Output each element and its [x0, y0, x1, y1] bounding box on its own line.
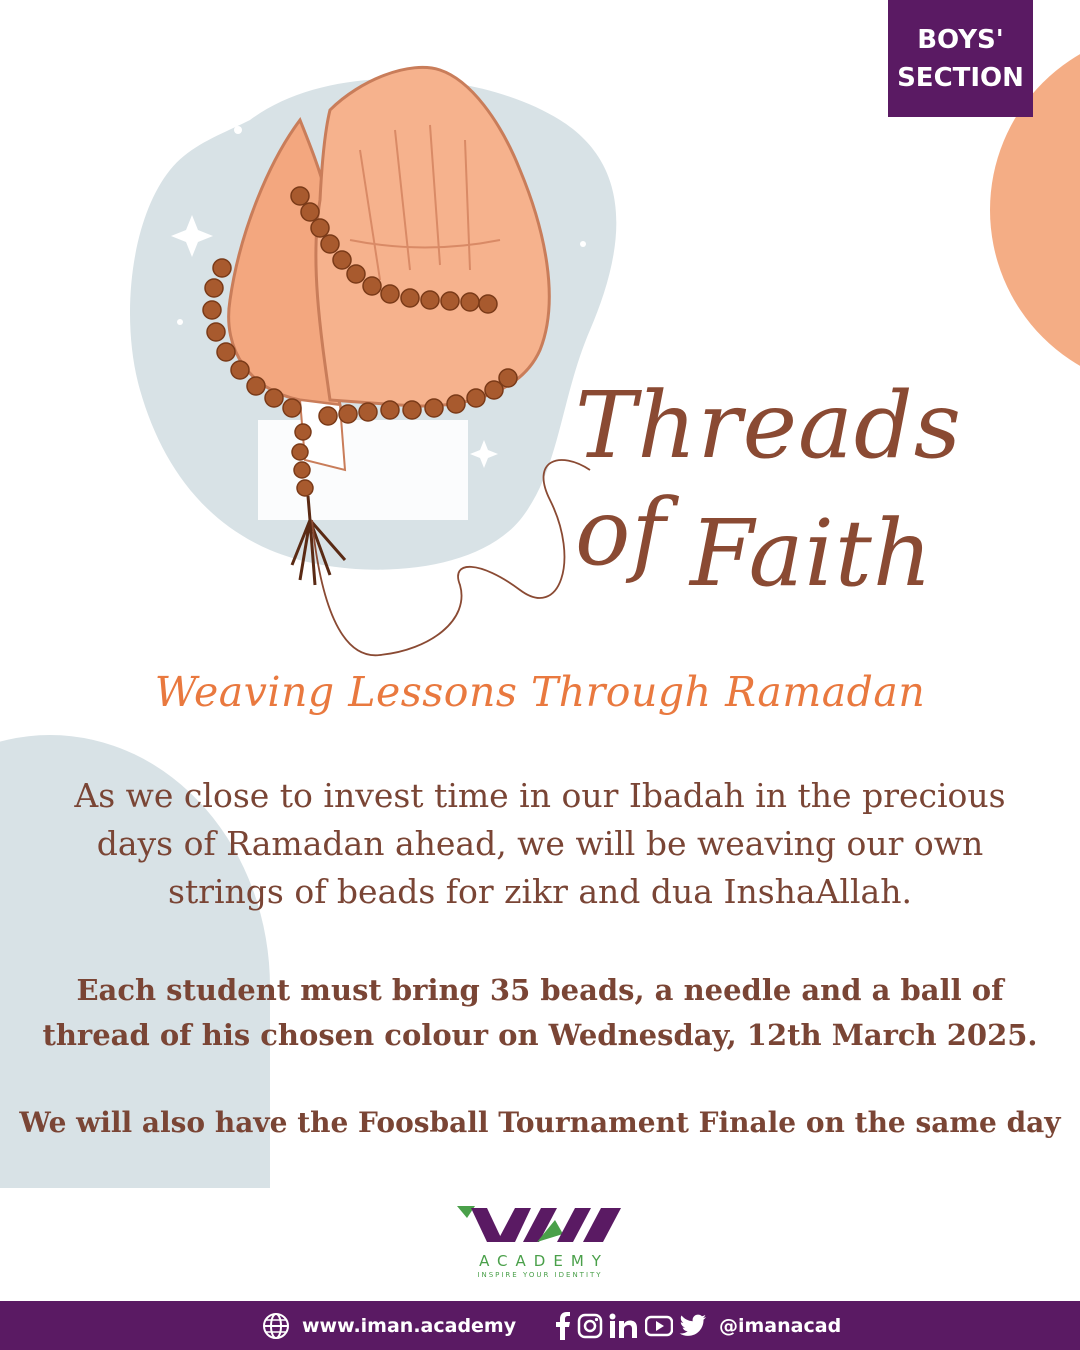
linkedin-icon[interactable]	[609, 1313, 639, 1339]
logo-wordmark: ACADEMY	[479, 1252, 609, 1270]
social-handle: @imanacad	[719, 1315, 842, 1337]
facebook-icon[interactable]	[555, 1312, 571, 1340]
decorative-blob-mask	[0, 1188, 300, 1308]
instagram-icon[interactable]	[577, 1313, 603, 1339]
iman-logo-mark	[453, 1200, 628, 1250]
badge-line-1: BOYS'	[917, 24, 1004, 55]
website-link[interactable]	[262, 1311, 516, 1341]
social-links	[555, 1311, 841, 1341]
intro-paragraph: As we close to invest time in our Ibadah in the precious days of Ramadan ahead, we will be weaving our own strings of beads for zikr and dua InshaAllah.	[74, 776, 1006, 911]
website-text: www.iman.academy	[302, 1315, 517, 1337]
badge-line-2: SECTION	[897, 62, 1024, 93]
sparkle-dot	[234, 126, 242, 134]
title-line-1: Threads of	[575, 372, 962, 586]
bring-notice: Each student must bring 35 beads, a needle and a ball of thread of his chosen colour on Wednesday, 12th March 2025.	[42, 973, 1038, 1052]
youtube-icon[interactable]	[645, 1315, 673, 1337]
subtitle: Weaving Lessons Through Ramadan	[154, 668, 926, 716]
footer-bar	[0, 1301, 1080, 1350]
globe-icon	[262, 1312, 290, 1340]
twitter-icon[interactable]	[679, 1314, 707, 1338]
title-line-2: Faith	[690, 500, 934, 607]
logo-tagline: INSPIRE YOUR IDENTITY	[477, 1271, 603, 1279]
sparkle-dot	[580, 241, 586, 247]
sparkle-dot	[177, 319, 183, 325]
foosball-notice: We will also have the Foosball Tournament Finale on the same day	[19, 1106, 1061, 1139]
illustration-card	[258, 420, 468, 520]
iman-academy-logo	[440, 1200, 640, 1290]
